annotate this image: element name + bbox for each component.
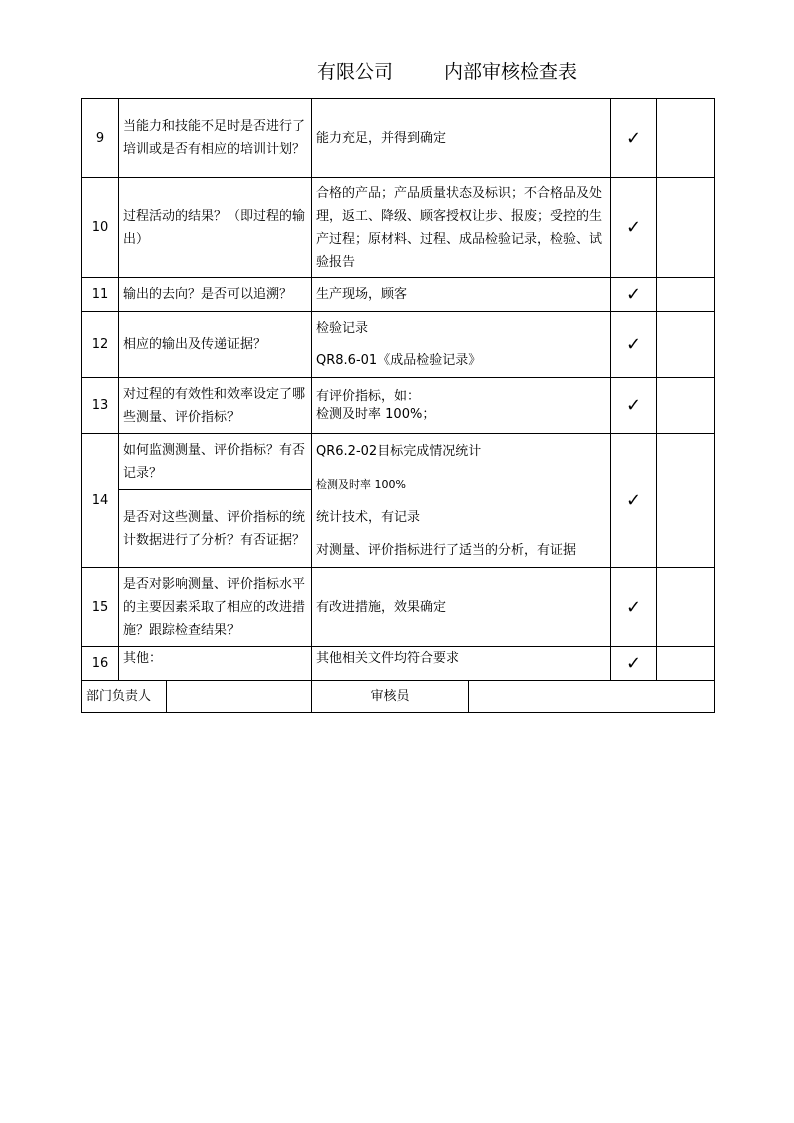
question-cell: 是否对这些测量、评价指标的统计数据进行了分析？有否证据？ [119, 490, 312, 568]
audit-checklist-table [81, 98, 715, 713]
remark-cell [657, 434, 715, 568]
evidence-line: 统计技术，有记录 [316, 509, 421, 525]
remark-cell [657, 278, 715, 312]
table-row [82, 312, 715, 378]
table-row [82, 178, 715, 278]
check-mark-icon: ✓ [611, 568, 657, 647]
question-cell: 对过程的有效性和效率设定了哪些测量、评价指标？ [119, 378, 312, 434]
table-row [82, 568, 715, 647]
check-mark-icon: ✓ [611, 378, 657, 434]
table-row [82, 99, 715, 178]
evidence-cell: 其他相关文件均符合要求 [312, 647, 611, 681]
question-cell: 当能力和技能不足时是否进行了培训或是否有相应的培训计划？ [119, 99, 312, 178]
evidence-line: 检验记录 [316, 321, 369, 336]
check-mark-icon: ✓ [611, 99, 657, 178]
remark-cell [657, 99, 715, 178]
remark-cell [657, 178, 715, 278]
question-cell: 过程活动的结果？（即过程的输出） [119, 178, 312, 278]
row-number: 14 [82, 434, 119, 568]
evidence-line: 检测及时率 100%； [316, 406, 436, 422]
row-number: 12 [82, 312, 119, 378]
evidence-cell: 合格的产品；产品质量状态及标识；不合格品及处理，返工、降级、顾客授权让步、报废；受控的生产过程；原材料、过程、成品检验记录，检验、试验报告 [312, 178, 611, 278]
question-cell: 其他： [119, 647, 312, 681]
evidence-cell [312, 378, 611, 434]
evidence-cell: 能力充足，并得到确定 [312, 99, 611, 178]
table-row [82, 434, 715, 490]
row-number: 13 [82, 378, 119, 434]
question-cell: 是否对影响测量、评价指标水平的主要因素采取了相应的改进措施？跟踪检查结果？ [119, 568, 312, 647]
evidence-line: 检测及时率 100% [316, 477, 406, 491]
question-cell: 相应的输出及传递证据？ [119, 312, 312, 378]
check-mark-icon: ✓ [611, 647, 657, 681]
evidence-line: 有评价指标，如： [316, 388, 421, 404]
company-name: 有限公司 [317, 61, 394, 83]
evidence-line: QR6.2-02目标完成情况统计 [316, 443, 482, 459]
remark-cell [657, 312, 715, 378]
signature-row [82, 681, 715, 713]
check-mark-icon: ✓ [611, 434, 657, 568]
table-row [82, 378, 715, 434]
check-mark-icon: ✓ [611, 278, 657, 312]
dept-head-label: 部门负责人 [82, 681, 167, 713]
check-mark-icon: ✓ [611, 312, 657, 378]
evidence-line: 对测量、评价指标进行了适当的分析，有证据 [316, 542, 577, 558]
row-number: 10 [82, 178, 119, 278]
auditor-label: 审核员 [312, 681, 469, 713]
question-cell: 输出的去向？是否可以追溯？ [119, 278, 312, 312]
remark-cell [657, 647, 715, 681]
evidence-cell: 生产现场，顾客 [312, 278, 611, 312]
question-cell: 如何监测测量、评价指标？有否记录？ [119, 434, 312, 490]
evidence-cell: 有改进措施，效果确定 [312, 568, 611, 647]
auditor-signature-field [469, 681, 715, 713]
dept-head-signature-field [167, 681, 312, 713]
table-row [82, 647, 715, 681]
row-number: 16 [82, 647, 119, 681]
evidence-cell [312, 312, 611, 378]
evidence-line: QR8.6-01《成品检验记录》 [316, 353, 482, 368]
row-number: 11 [82, 278, 119, 312]
remark-cell [657, 568, 715, 647]
evidence-cell [312, 434, 611, 568]
table-row [82, 278, 715, 312]
document-title: 内部审核检查表 [444, 61, 578, 83]
row-number: 15 [82, 568, 119, 647]
row-number: 9 [82, 99, 119, 178]
check-mark-icon: ✓ [611, 178, 657, 278]
remark-cell [657, 378, 715, 434]
